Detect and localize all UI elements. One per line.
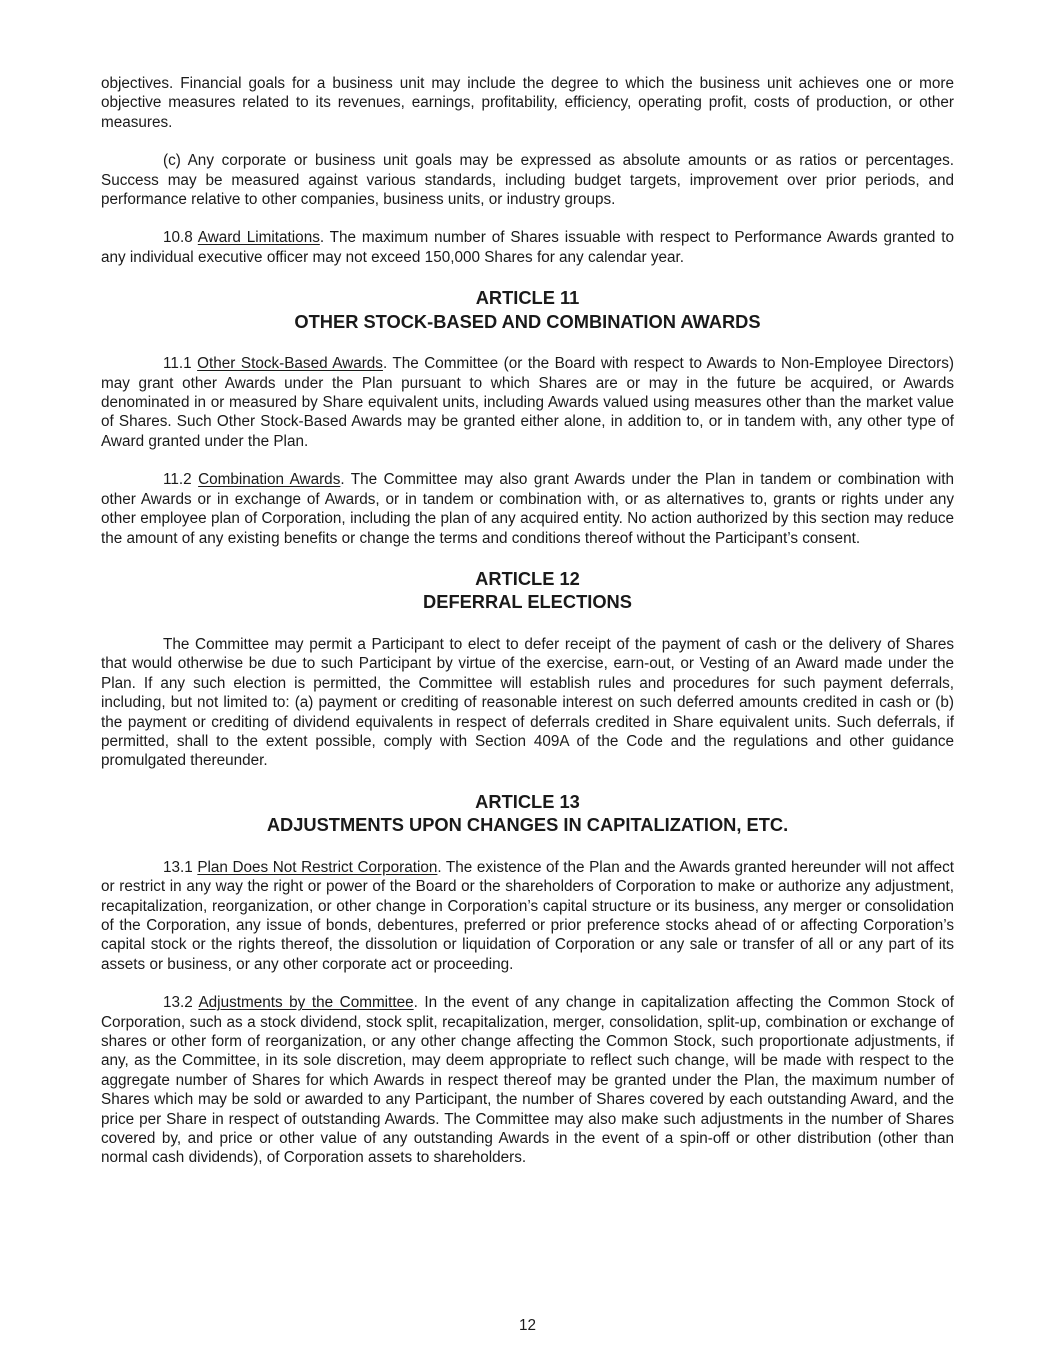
article-title: ADJUSTMENTS UPON CHANGES IN CAPITALIZATION, ETC.	[266, 814, 789, 836]
section-title: Adjustments by the Committee	[198, 994, 414, 1012]
section-text: . In the event of any change in capitalization affecting the Common Stock of Corporation, such as a stock dividend, stock split, recapitalization, merger, consolidation, split-up, combination or exchange of shares or other form of reorganization, or any other change affecting the Common Stock, such proportionate adjustments, if any, as the Committee, in its sole discretion, may deem appropriate to reflect such change, will be made with respect to the aggregate number of Shares for which Awards in respect thereof may be granted under the Plan, the maximum number of Shares which may be sold or awarded to any Participant, the number of Shares covered by each outstanding Award, and the price per Share in respect of outstanding Awards. The Committee may also make such adjustments in the number of Shares covered by, and price or other value of any outstanding Awards in the event of a spin-off or other distribution (other than normal cash dividends), of Corporation assets to shareholders.	[101, 994, 955, 1167]
section-10-8	[101, 228, 954, 267]
article-12-body: The Committee may permit a Participant to elect to defer receipt of the payment of cash or the delivery of Shares that would otherwise be due to such Participant by virtue of the exercise, earn-out, or Vesting of an Award made under the Plan. If any such election is permitted, the Committee will establish rules and procedures for such payment deferrals, including, but not limited to: (a) payment or crediting of reasonable interest on such deferred amounts credited in cash or (b) the payment or crediting of dividend equivalents in respect of deferrals credited in Share equivalent units. Such deferrals, if permitted, shall to the extent possible, comply with Section 409A of the Code and the regulations and other guidance promulgated thereunder.	[101, 635, 954, 770]
page-number: 12	[518, 1317, 536, 1334]
section-number: 13.1	[163, 858, 193, 876]
article-12-heading	[101, 567, 954, 614]
article-13-heading	[101, 790, 954, 837]
article-label: ARTICLE 11	[475, 287, 580, 309]
section-text: . The Committee (or the Board with respect to Awards to Non-Employee Directors) may grant other Awards under the Plan pursuant to which Shares are or may in the future be acquired, or Awards denominated in or measured by Share equivalent units, including Awards valued using measures other than the market value of Shares. Such Other Stock-Based Awards may be granted either alone, in addition to, or in tandem with, any other type of Award granted under the Plan.	[101, 355, 954, 450]
article-title: DEFERRAL ELECTIONS	[423, 591, 632, 613]
section-13-1	[101, 858, 954, 974]
section-title: Combination Awards	[198, 471, 341, 489]
article-label: ARTICLE 13	[475, 790, 580, 812]
article-label: ARTICLE 12	[475, 567, 580, 589]
section-11-2	[101, 470, 954, 548]
article-title: OTHER STOCK-BASED AND COMBINATION AWARDS	[294, 310, 761, 332]
article-11-heading	[101, 286, 954, 333]
section-11-1	[101, 354, 954, 451]
document-page	[101, 74, 954, 1168]
paragraph-goals-expression: (c) Any corporate or business unit goals may be expressed as absolute amounts or as ratios or percentages. Success may be measured against various standards, including budget targets, improvement over prior periods, and performance relative to other companies, business units, or industry groups.	[101, 152, 954, 209]
section-text: . The maximum number of Shares issuable with respect to Performance Awards granted to any individual executive officer may not exceed 150,000 Shares for any calendar year.	[101, 229, 955, 266]
section-number: 11.2	[163, 471, 192, 489]
section-title: Other Stock-Based Awards	[197, 355, 383, 373]
section-number: 13.2	[163, 994, 193, 1012]
section-text: . The existence of the Plan and the Awards granted hereunder will not affect or restrict in any way the right or power of the Board or the shareholders of Corporation to make or authorize any adjustment, recapitalization, reorganization, or other change in Corporation’s capital structure or its business, any merger or consolidation of the Corporation, any issue of bonds, debentures, preferred or prior preference stocks ahead of or affecting Corporation’s capital stock or the rights thereof, the dissolution or liquidation of Corporation or any sale or transfer of all or any part of its assets or business, or any other corporate act or proceeding.	[101, 858, 954, 973]
section-13-2	[101, 993, 954, 1168]
section-number: 11.1	[163, 355, 192, 373]
section-number: 10.8	[163, 229, 193, 247]
section-text: . The Committee may also grant Awards under the Plan in tandem or combination with other Awards or in exchange of Awards, or in tandem or combination with, or as alternatives to, grants or rights under any other employee plan of Corporation, including the plan of any acquired entity. No action authorized by this section may reduce the amount of any existing benefits or change the terms and conditions thereof without the Participant’s consent.	[101, 471, 954, 547]
section-title: Plan Does Not Restrict Corporation	[197, 858, 438, 876]
paragraph-performance-goals-continued: objectives. Financial goals for a business unit may include the degree to which the business unit achieves one or more objective measures related to its revenues, earnings, profitability, efficiency, operating profit, costs of production, or other measures.	[101, 75, 954, 131]
section-title: Award Limitations	[197, 229, 320, 247]
